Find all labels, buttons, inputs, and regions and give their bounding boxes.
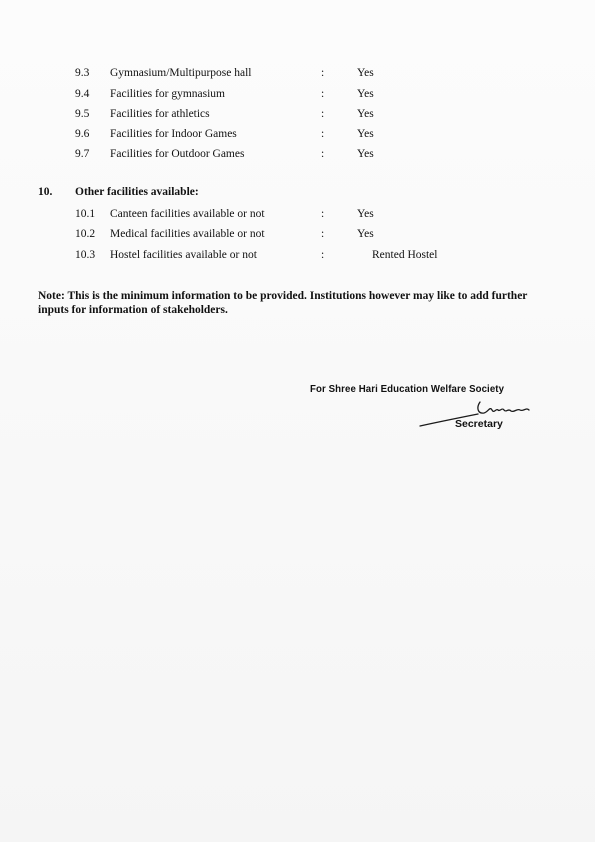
item-number: 10.1 bbox=[75, 208, 96, 220]
item-value: Yes bbox=[357, 88, 374, 100]
item-label: Facilities for athletics bbox=[110, 108, 210, 120]
item-label: Medical facilities available or not bbox=[110, 228, 265, 240]
section-number: 10. bbox=[38, 186, 53, 198]
society-stamp: For Shree Hari Education Welfare Society bbox=[310, 383, 505, 395]
item-value: Yes bbox=[357, 208, 374, 220]
note-paragraph: Note: This is the minimum information to be provided. Institutions however may like to add further inputs for information of stakeholders. bbox=[38, 290, 528, 316]
item-value: Yes bbox=[357, 108, 374, 120]
item-value: Yes bbox=[357, 148, 374, 160]
secretary-label: Secretary bbox=[455, 418, 503, 430]
section-title: Other facilities available: bbox=[75, 186, 199, 198]
item-number: 9.4 bbox=[75, 88, 90, 100]
item-label: Canteen facilities available or not bbox=[110, 208, 265, 220]
item-colon: : bbox=[321, 128, 325, 140]
item-number: 9.3 bbox=[75, 67, 90, 79]
item-colon: : bbox=[321, 88, 325, 100]
item-colon: : bbox=[321, 228, 325, 240]
item-label: Facilities for Indoor Games bbox=[110, 128, 237, 140]
item-colon: : bbox=[321, 249, 325, 261]
item-number: 10.3 bbox=[75, 249, 96, 261]
item-value: Rented Hostel bbox=[372, 249, 438, 261]
item-label: Hostel facilities available or not bbox=[110, 249, 257, 261]
item-number: 10.2 bbox=[75, 228, 96, 240]
item-colon: : bbox=[321, 208, 325, 220]
item-value: Yes bbox=[357, 228, 374, 240]
item-number: 9.7 bbox=[75, 148, 90, 160]
item-label: Facilities for Outdoor Games bbox=[110, 148, 245, 160]
item-number: 9.6 bbox=[75, 128, 90, 140]
item-value: Yes bbox=[357, 67, 374, 79]
item-number: 9.5 bbox=[75, 108, 90, 120]
item-colon: : bbox=[321, 108, 325, 120]
item-value: Yes bbox=[357, 128, 374, 140]
item-label: Gymnasium/Multipurpose hall bbox=[110, 67, 252, 79]
item-label: Facilities for gymnasium bbox=[110, 88, 225, 100]
item-colon: : bbox=[321, 67, 325, 79]
item-colon: : bbox=[321, 148, 325, 160]
